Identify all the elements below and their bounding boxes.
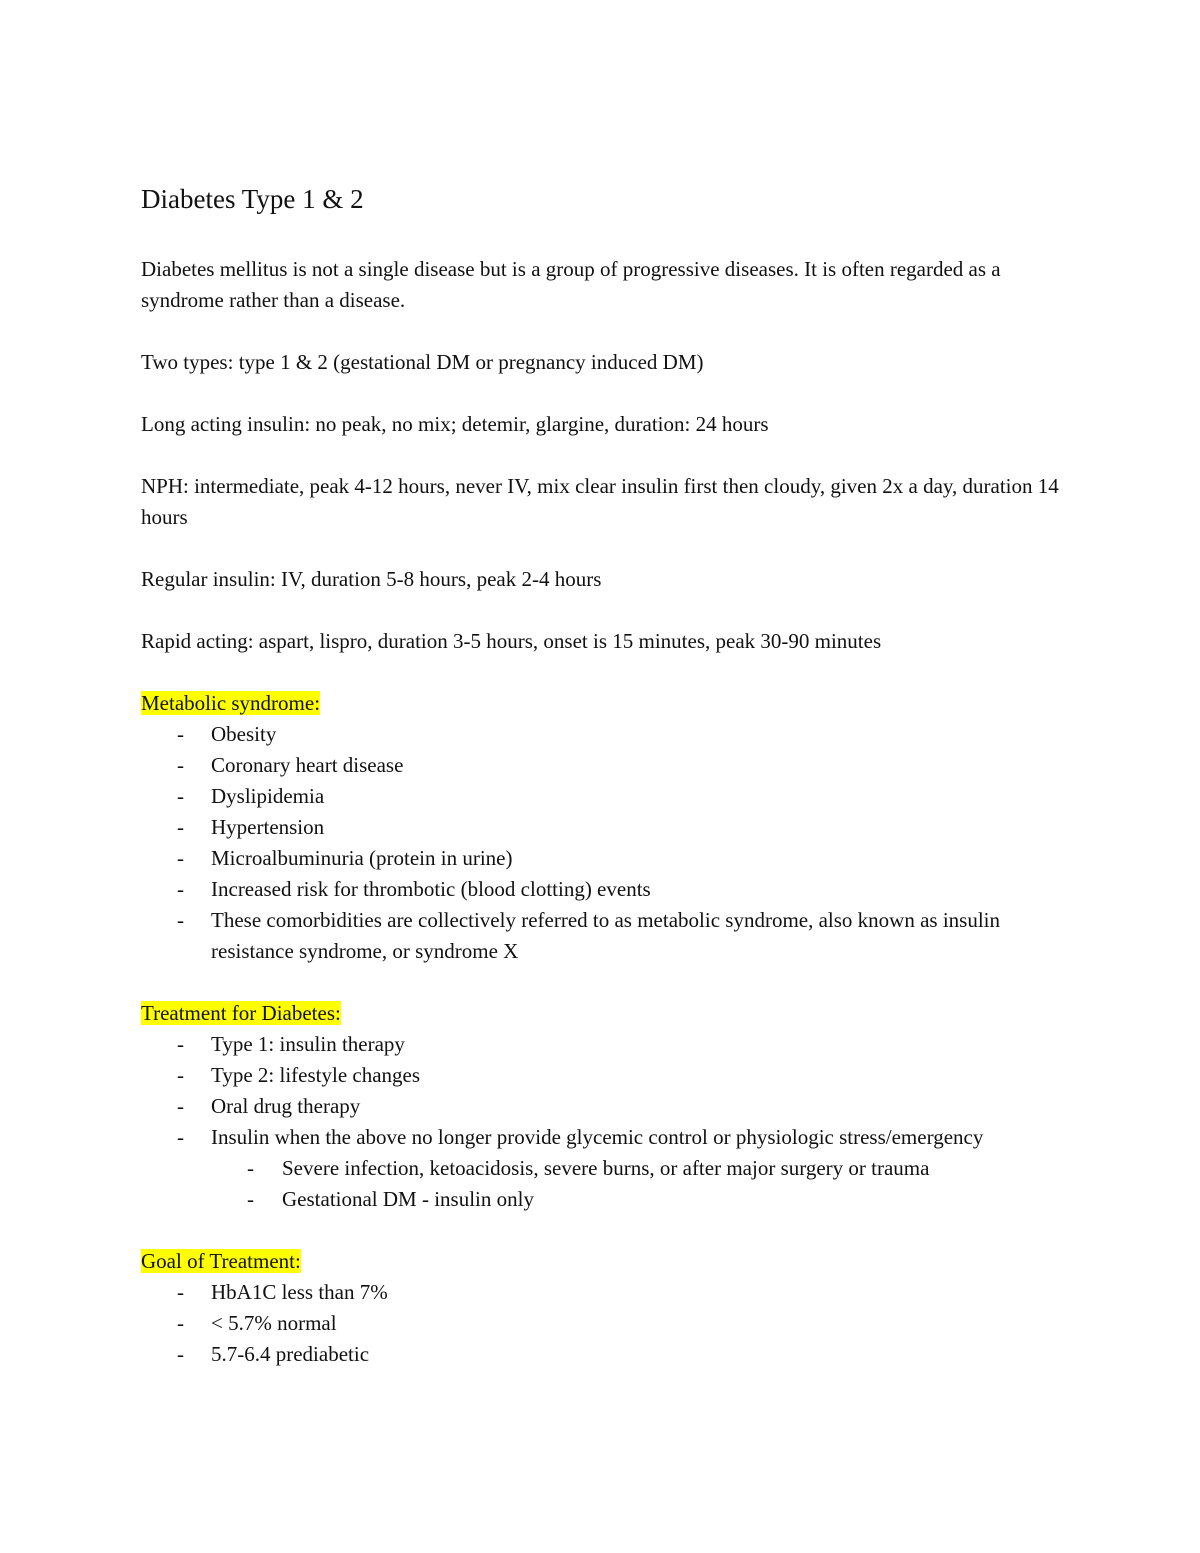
list-item: - These comorbidities are collectively referred to as metabolic syndrome, also known as insulin resistance syndrome, or syndrome X <box>141 905 1081 967</box>
paragraph-nph-insulin: NPH: intermediate, peak 4-12 hours, never IV, mix clear insulin first then cloudy, given 2x a day, duration 14 hours <box>141 474 1059 529</box>
highlighted-heading-text: Goal of Treatment: <box>141 1249 301 1273</box>
list-item: - Type 2: lifestyle changes <box>141 1060 1081 1091</box>
sublist-item: - Severe infection, ketoacidosis, severe burns, or after major surgery or trauma <box>211 1153 1081 1184</box>
list-item: - Increased risk for thrombotic (blood clotting) events <box>141 874 1081 905</box>
list-item: - 5.7-6.4 prediabetic <box>141 1339 1081 1370</box>
highlighted-heading-text: Treatment for Diabetes: <box>141 1001 341 1025</box>
sublist-item: - Gestational DM - insulin only <box>211 1184 1081 1215</box>
list-item: - Obesity <box>141 719 1081 750</box>
paragraph-rapid-acting-insulin: Rapid acting: aspart, lispro, duration 3-5 hours, onset is 15 minutes, peak 30-90 minutes <box>141 629 882 653</box>
document-page <box>141 180 1081 1401</box>
metabolic-syndrome-list <box>141 719 1081 967</box>
list-item: - < 5.7% normal <box>141 1308 1081 1339</box>
list-item: - Hypertension <box>141 812 1081 843</box>
treatment-sublist <box>211 1153 1081 1215</box>
goal-list <box>141 1277 1081 1370</box>
list-item: - Coronary heart disease <box>141 750 1081 781</box>
paragraph-definition: Diabetes mellitus is not a single disease but is a group of progressive diseases. It is often regarded as a syndrome rather than a disease. <box>141 257 1001 312</box>
list-item: - Insulin when the above no longer provide glycemic control or physiologic stress/emergency - Severe infection, ketoacidosis, severe burns, or after major surgery or trauma - Gestational DM - insulin only <box>141 1122 1081 1215</box>
list-item: - Dyslipidemia <box>141 781 1081 812</box>
section-heading-treatment <box>141 998 1081 1029</box>
paragraph-long-acting-insulin: Long acting insulin: no peak, no mix; detemir, glargine, duration: 24 hours <box>141 412 769 436</box>
list-item: - HbA1C less than 7% <box>141 1277 1081 1308</box>
list-item: - Microalbuminuria (protein in urine) <box>141 843 1081 874</box>
treatment-list <box>141 1029 1081 1215</box>
list-item: - Type 1: insulin therapy <box>141 1029 1081 1060</box>
highlighted-heading-text: Metabolic syndrome: <box>141 691 321 715</box>
document-title: Diabetes Type 1 & 2 <box>141 184 364 214</box>
section-heading-metabolic-syndrome <box>141 688 1081 719</box>
section-heading-goal <box>141 1246 1081 1277</box>
paragraph-regular-insulin: Regular insulin: IV, duration 5-8 hours, peak 2-4 hours <box>141 567 602 591</box>
list-item: - Oral drug therapy <box>141 1091 1081 1122</box>
paragraph-types: Two types: type 1 & 2 (gestational DM or pregnancy induced DM) <box>141 350 704 374</box>
